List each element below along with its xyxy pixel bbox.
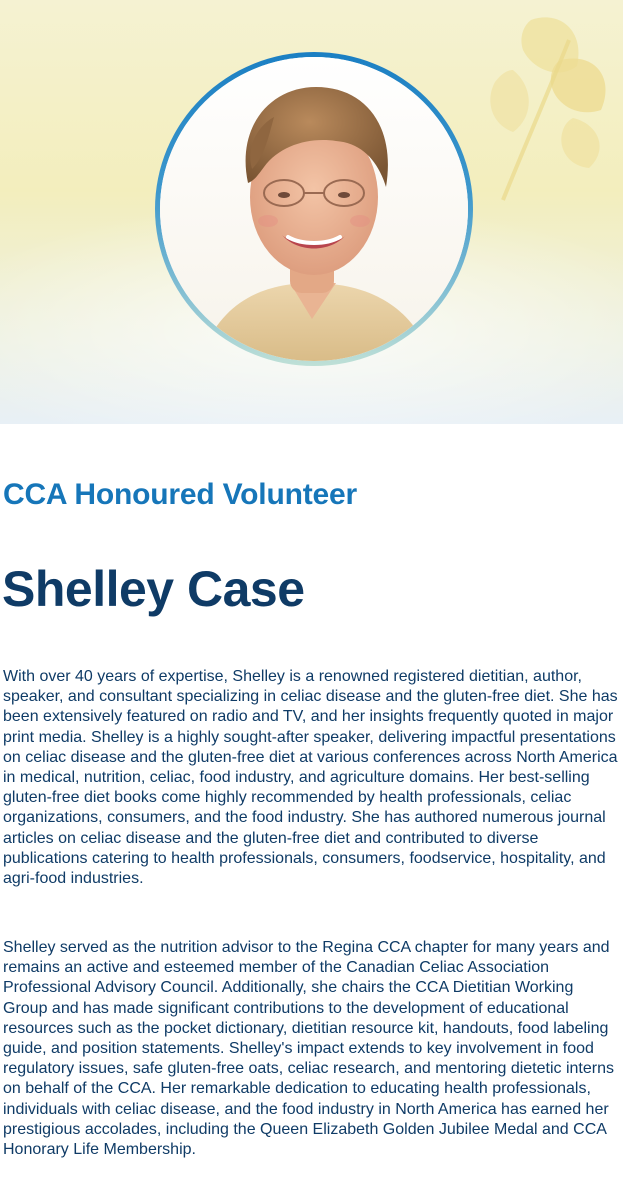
bio-paragraph-2: Shelley served as the nutrition advisor to the Regina CCA chapter for many years and remains an active and esteemed member of the Canadian Celiac Association Professional Advisory Council. Additionally, she chairs the CCA Dietitian Working Group and has made significant contributions to the development of educational resources such as the pocket dictionary, dietitian resource kit, handouts, food labeling guide, and position statements. Shelley's impact extends to key involvement in food regulatory issues, safe gluten-free oats, celiac research, and mentoring dietetic interns on behalf of the CCA. Her remarkable dedication to educating health professionals, individuals with celiac disease, and the food industry in North America has earned her prestigious accolades, including the Queen Elizabeth Golden Jubilee Medal and CCA Honorary Life Membership. <box>3 939 614 1159</box>
profile-kicker: CCA Honoured Volunteer <box>3 478 357 511</box>
person-portrait-icon <box>160 57 468 361</box>
bio-paragraph-1: With over 40 years of expertise, Shelley is a renowned registered dietitian, author, speaker, and consultant specializing in celiac disease and the gluten-free diet. She has been extensively featured on radio and TV, and her insights frequently quoted in major print media. Shelley is a highly sought-after speaker, delivering impactful presentations on celiac disease and the gluten-free diet at various conferences across North America in medical, nutrition, celiac, food industry, and agriculture domains. Her best-selling gluten-free diet books come highly recommended by health professionals, celiac organizations, consumers, and the food industry. She has authored numerous journal articles on celiac disease and the gluten-free diet and contributed to diverse publications catering to health professionals, consumers, foodservice, hospitality, and agri-food industries. <box>3 668 618 888</box>
portrait-ring <box>155 52 473 366</box>
profile-name: Shelley Case <box>2 561 305 617</box>
profile-hero <box>0 0 623 424</box>
